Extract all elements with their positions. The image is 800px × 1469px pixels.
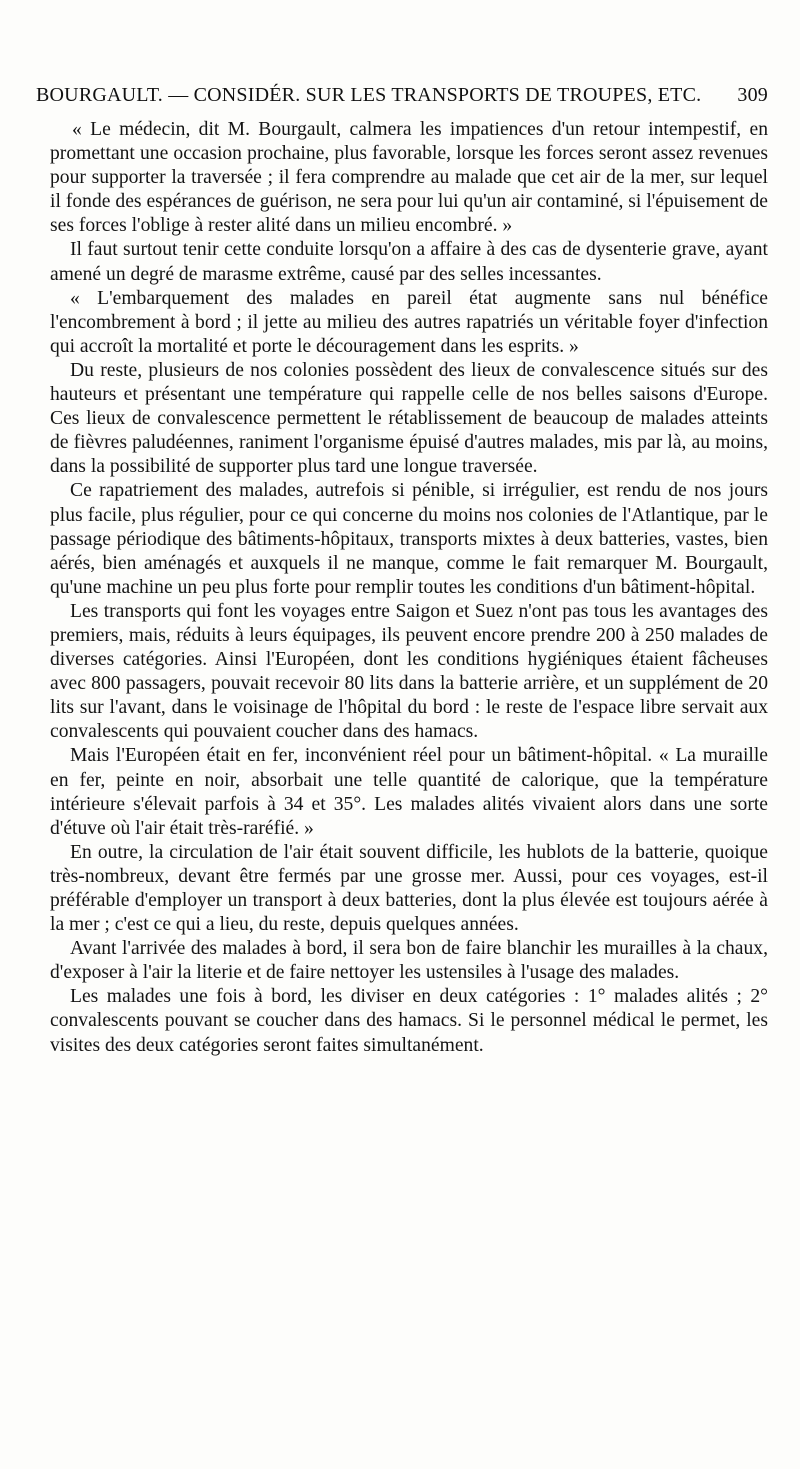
paragraph: « Le médecin, dit M. Bourgault, calmera les impatiences d'un retour intempestif, en promettant une occasion prochaine, plus favorable, lorsque les forces seront assez revenues pour supporter la traversée ; il fera comprendre au malade que cet air de la mer, sur lequel il fonde des espérances de guérison, ne sera pour lui qu'un air contaminé, si l'épuisement de ses forces l'oblige à rester alité dans un milieu encombré. » (50, 119, 768, 237)
running-title: BOURGAULT. — CONSIDÉR. SUR LES TRANSPORTS DE TROUPES, ETC. (36, 84, 702, 106)
paragraph: Les transports qui font les voyages entre Saigon et Suez n'ont pas tous les avantages des premiers, mais, réduits à leurs équipages, ils peuvent encore prendre 200 à 250 malades de diverses catégories. Ainsi l'Européen, dont les conditions hygiéniques étaient fâcheuses avec 800 passagers, pouvait recevoir 80 lits dans la batterie arrière, et un supplément de 20 lits sur l'avant, dans le voisinage de l'hôpital du bord : le reste de l'espace libre servait aux convalescents qui pouvaient coucher dans des hamacs. (50, 600, 768, 743)
paragraph: Du reste, plusieurs de nos colonies possèdent des lieux de convalescence situés sur des hauteurs et présentant une température qui rappelle celle de nos belles saisons d'Europe. Ces lieux de convalescence permettent le rétablissement de beaucoup de malades atteints de fièvres paludéennes, raniment l'organisme épuisé d'autres malades, mis par là, au moins, dans la possibilité de supporter plus tard une longue traversée. (50, 359, 768, 478)
page-number: 309 (737, 84, 768, 106)
paragraph: Ce rapatriement des malades, autrefois si pénible, si irrégulier, est rendu de nos jours plus facile, plus régulier, pour ce qui concerne du moins nos colonies de l'Atlantique, par le passage périodique des bâtiments-hôpitaux, transports mixtes à deux batteries, vastes, bien aérés, bien aménagés et auxquels il ne manque, comme le fait remarquer M. Bourgault, qu'une machine un peu plus forte pour remplir toutes les conditions d'un bâtiment-hôpital. (50, 480, 768, 598)
body-text (50, 118, 768, 1058)
running-header (36, 84, 768, 107)
paragraph: Avant l'arrivée des malades à bord, il sera bon de faire blanchir les murailles à la chaux, d'exposer à l'air la literie et de faire nettoyer les ustensiles à l'usage des malades. (50, 938, 768, 984)
paragraph: Il faut surtout tenir cette conduite lorsqu'on a affaire à des cas de dysenterie grave, ayant amené un degré de marasme extrême, causé par des selles incessantes. (50, 239, 768, 285)
paragraph: Les malades une fois à bord, les diviser en deux catégories : 1° malades alités ; 2° convalescents pouvant se coucher dans des hamacs. Si le personnel médical le permet, les visites des deux catégories seront faites simultanément. (50, 986, 768, 1056)
paragraph: En outre, la circulation de l'air était souvent difficile, les hublots de la batterie, quoique très-nombreux, devant être fermés par une grosse mer. Aussi, pour ces voyages, est-il préférable d'employer un transport à deux batteries, dont la plus élevée est toujours aérée à la mer ; c'est ce qui a lieu, du reste, depuis quelques années. (50, 841, 768, 936)
paragraph: Mais l'Européen était en fer, inconvénient réel pour un bâtiment-hôpital. « La muraille en fer, peinte en noir, absorbait une telle quantité de calorique, que la température intérieure s'élevait parfois à 34 et 35°. Les malades alités vivaient alors dans une sorte d'étuve où l'air était très-raréfié. » (50, 745, 768, 839)
paragraph: « L'embarquement des malades en pareil état augmente sans nul bénéfice l'encombrement à bord ; il jette au milieu des autres rapatriés un véritable foyer d'infection qui accroît la mortalité et porte le découragement dans les esprits. » (50, 287, 768, 357)
